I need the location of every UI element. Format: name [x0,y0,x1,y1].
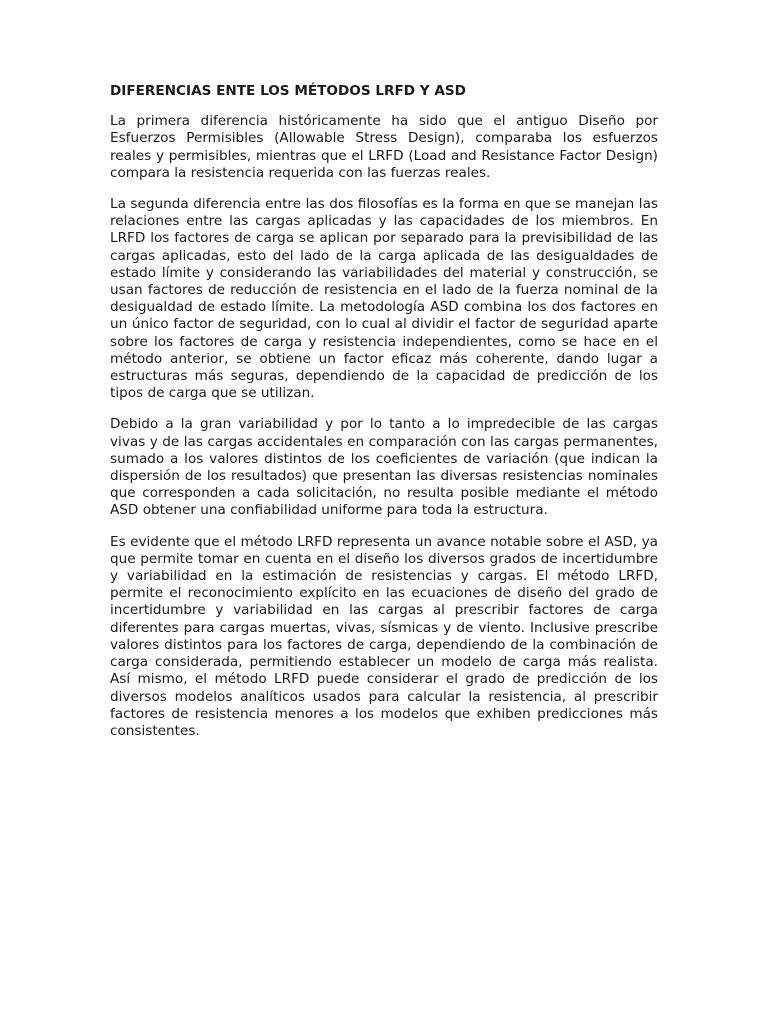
document-page [110,83,658,754]
paragraph-1: La primera diferencia históricamente ha sido que el antiguo Diseño por Esfuerzos Permisibles (Allowable Stress Design), comparaba los esfuerzos reales y permisibles, mientras que el LRFD (Load and Resistance Factor Design) compara la resistencia requerida con las fuerzas reales. [110,113,658,181]
document-title: DIFERENCIAS ENTE LOS MÉTODOS LRFD Y ASD [110,83,466,99]
paragraph-3: Debido a la gran variabilidad y por lo tanto a lo impredecible de las cargas vivas y de las cargas accidentales en comparación con las cargas permanentes, sumado a los valores distintos de los coeficientes de variación (que indican la dispersión de los resultados) que presentan las diversas resistencias nominales que corresponden a cada solicitación, no resulta posible mediante el método ASD obtener una confiabilidad uniforme para toda la estructura. [110,416,658,519]
paragraph-4: Es evidente que el método LRFD representa un avance notable sobre el ASD, ya que permite tomar en cuenta en el diseño los diversos grados de incertidumbre y variabilidad en la estimación de resistencias y cargas. El método LRFD, permite el reconocimiento explícito en las ecuaciones de diseño del grado de incertidumbre y variabilidad en las cargas al prescribir factores de carga diferentes para cargas muertas, vivas, sísmicas y de viento. Inclusive prescribe valores distintos para los factores de carga, dependiendo de la combinación de carga considerada, permitiendo establecer un modelo de carga más realista. Así mismo, el método LRFD puede considerar el grado de predicción de los diversos modelos analíticos usados para calcular la resistencia, al prescribir factores de resistencia menores a los modelos que exhiben predicciones más consistentes. [110,533,658,739]
paragraph-2: La segunda diferencia entre las dos filosofías es la forma en que se manejan las relaciones entre las cargas aplicadas y las capacidades de los miembros. En LRFD los factores de carga se aplican por separado para la previsibilidad de las cargas aplicadas, esto del lado de la carga aplicada de las desigualdades de estado límite y considerando las variabilidades del material y construcción, se usan factores de reducción de resistencia en el lado de la fuerza nominal de la desigualdad de estado límite. La metodología ASD combina los dos factores en un único factor de seguridad, con lo cual al dividir el factor de seguridad aparte sobre los factores de carga y resistencia independientes, como se hace en el método anterior, se obtiene un factor eficaz más coherente, dando lugar a estructuras más seguras, dependiendo de la capacidad de predicción de los tipos de carga que se utilizan. [110,196,658,402]
